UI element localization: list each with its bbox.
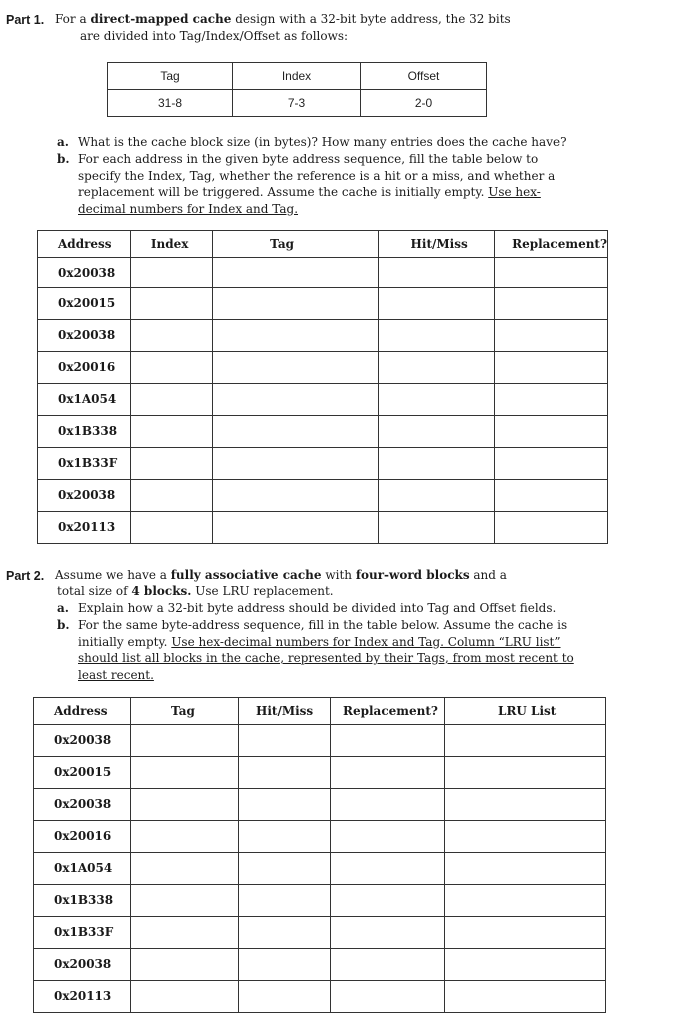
replacement-input-cell[interactable]: [495, 448, 608, 480]
tag-input-cell[interactable]: [131, 757, 239, 789]
part2-question-b-line3: should list all blocks in the cache, represented by their Tags, from most recent to: [78, 651, 574, 665]
lru-list-input-cell[interactable]: [445, 757, 606, 789]
field-bits-tag: 31-8: [108, 90, 233, 117]
address-cell: 0x1A054: [38, 384, 131, 416]
table-row: [38, 288, 608, 320]
tag-input-cell[interactable]: [131, 853, 239, 885]
part2-intro: [55, 567, 507, 584]
table-row: [34, 853, 606, 885]
part2-intro-line2-before: total size of: [57, 584, 128, 598]
replacement-input-cell[interactable]: [495, 416, 608, 448]
tag-input-cell[interactable]: [213, 416, 378, 448]
field-bits-index: 7-3: [233, 90, 361, 117]
part1-question-b-line4: decimal numbers for Index and Tag.: [78, 201, 299, 216]
hitmiss-input-cell[interactable]: [378, 448, 495, 480]
address-cell: 0x1A054: [34, 853, 131, 885]
hitmiss-input-cell[interactable]: [239, 949, 331, 981]
lru-list-input-cell[interactable]: [445, 725, 606, 757]
index-input-cell[interactable]: [130, 352, 212, 384]
part1-col-hitmiss: Hit/Miss: [378, 231, 495, 258]
index-input-cell[interactable]: [130, 258, 212, 288]
lru-list-input-cell[interactable]: [445, 981, 606, 1013]
tag-input-cell[interactable]: [131, 725, 239, 757]
table-row: [38, 384, 608, 416]
address-cell: 0x1B338: [38, 416, 131, 448]
field-header-offset: Offset: [361, 63, 487, 90]
replacement-input-cell[interactable]: [331, 917, 445, 949]
replacement-input-cell[interactable]: [495, 384, 608, 416]
table-row: [34, 821, 606, 853]
hitmiss-input-cell[interactable]: [378, 480, 495, 512]
replacement-input-cell[interactable]: [495, 258, 608, 288]
address-cell: 0x1B338: [34, 885, 131, 917]
replacement-input-cell[interactable]: [495, 512, 608, 544]
index-input-cell[interactable]: [130, 448, 212, 480]
hitmiss-input-cell[interactable]: [378, 512, 495, 544]
hitmiss-input-cell[interactable]: [239, 757, 331, 789]
address-cell: 0x20038: [34, 725, 131, 757]
address-cell: 0x20016: [34, 821, 131, 853]
address-cell: 0x1B33F: [38, 448, 131, 480]
tag-input-cell[interactable]: [131, 821, 239, 853]
part2-col-address: Address: [34, 698, 131, 725]
part1-answer-table: [37, 230, 608, 544]
tag-input-cell[interactable]: [131, 789, 239, 821]
hitmiss-input-cell[interactable]: [239, 917, 331, 949]
hitmiss-input-cell[interactable]: [378, 384, 495, 416]
tag-input-cell[interactable]: [213, 288, 378, 320]
replacement-input-cell[interactable]: [331, 757, 445, 789]
table-row: [34, 789, 606, 821]
table-row: [38, 480, 608, 512]
replacement-input-cell[interactable]: [331, 885, 445, 917]
tag-input-cell[interactable]: [213, 258, 378, 288]
part2-table-header: [34, 698, 606, 725]
part1-question-a: [57, 134, 657, 151]
part2-col-hitmiss: Hit/Miss: [239, 698, 331, 725]
tag-input-cell[interactable]: [131, 917, 239, 949]
table-row: [34, 981, 606, 1013]
part2-intro-line2: [57, 583, 334, 600]
address-fields-table: [107, 62, 487, 117]
part1-intro-after: design with a 32-bit byte address, the 32 bits: [235, 12, 511, 26]
index-input-cell[interactable]: [130, 480, 212, 512]
tag-input-cell[interactable]: [131, 949, 239, 981]
part1-question-b: [57, 151, 657, 221]
fields-bits-row: [108, 90, 487, 117]
replacement-input-cell[interactable]: [495, 480, 608, 512]
part1-col-tag: Tag: [213, 231, 378, 258]
part1-intro-bold: direct-mapped cache: [90, 12, 232, 26]
part2-col-replacement: Replacement?: [331, 698, 445, 725]
index-input-cell[interactable]: [130, 320, 212, 352]
hitmiss-input-cell[interactable]: [378, 416, 495, 448]
address-cell: 0x1B33F: [34, 917, 131, 949]
part2-question-b: [57, 617, 677, 687]
address-cell: 0x20015: [38, 288, 131, 320]
part1-question-a-marker: a.: [57, 135, 69, 149]
hitmiss-input-cell[interactable]: [239, 821, 331, 853]
tag-input-cell[interactable]: [213, 352, 378, 384]
tag-input-cell[interactable]: [131, 885, 239, 917]
field-header-index: Index: [233, 63, 361, 90]
hitmiss-input-cell[interactable]: [378, 258, 495, 288]
replacement-input-cell[interactable]: [331, 821, 445, 853]
part2-question-b-line2: initially empty.: [78, 634, 168, 649]
table-row: [38, 416, 608, 448]
part1-intro-before: For a: [55, 12, 87, 26]
part2-question-b-marker: b.: [57, 618, 70, 632]
replacement-input-cell[interactable]: [331, 853, 445, 885]
table-row: [38, 512, 608, 544]
part1-question-b-line1: For each address in the given byte address sequence, fill the table below to: [78, 152, 539, 166]
tag-input-cell[interactable]: [213, 384, 378, 416]
address-cell: 0x20113: [34, 981, 131, 1013]
table-row: [38, 320, 608, 352]
part2-question-b-line2-underlined: Use hex-decimal numbers for Index and Tag. Column “LRU list”: [171, 634, 561, 649]
part1-intro-line2: are divided into Tag/Index/Offset as follows:: [80, 29, 349, 43]
lru-list-input-cell[interactable]: [445, 885, 606, 917]
table-row: [34, 757, 606, 789]
part1-col-index: Index: [130, 231, 212, 258]
part2-answer-table: [33, 697, 606, 1013]
part2-intro-bold1: fully associative cache: [170, 568, 322, 582]
part2-label: Part 2.: [6, 569, 45, 583]
replacement-input-cell[interactable]: [495, 320, 608, 352]
part2-col-tag: Tag: [131, 698, 239, 725]
part1-question-b-line3: replacement will be triggered. Assume the cache is initially empty.: [78, 185, 485, 199]
table-row: [34, 725, 606, 757]
address-cell: 0x20038: [38, 480, 131, 512]
table-row: [38, 352, 608, 384]
replacement-input-cell[interactable]: [331, 789, 445, 821]
lru-list-input-cell[interactable]: [445, 917, 606, 949]
part1-table-header: [38, 231, 608, 258]
hitmiss-input-cell[interactable]: [239, 885, 331, 917]
address-cell: 0x20113: [38, 512, 131, 544]
address-cell: 0x20015: [34, 757, 131, 789]
hitmiss-input-cell[interactable]: [239, 981, 331, 1013]
index-input-cell[interactable]: [130, 384, 212, 416]
part1-col-replacement: Replacement?: [495, 231, 608, 258]
field-bits-offset: 2-0: [361, 90, 487, 117]
index-input-cell[interactable]: [130, 416, 212, 448]
tag-input-cell[interactable]: [213, 480, 378, 512]
address-cell: 0x20016: [38, 352, 131, 384]
index-input-cell[interactable]: [130, 288, 212, 320]
part2-intro-line2-after: Use LRU replacement.: [195, 584, 334, 598]
part2-intro-line2-bold: 4 blocks.: [131, 584, 192, 598]
part2-intro-bold2: four-word blocks: [355, 568, 470, 582]
replacement-input-cell[interactable]: [495, 288, 608, 320]
part2-intro-before: Assume we have a: [55, 568, 167, 582]
table-row: [34, 885, 606, 917]
lru-list-input-cell[interactable]: [445, 949, 606, 981]
part1-question-b-line2: specify the Index, Tag, whether the reference is a hit or a miss, and whether a: [78, 168, 556, 183]
address-cell: 0x20038: [34, 949, 131, 981]
part2-question-a-marker: a.: [57, 601, 69, 615]
hitmiss-input-cell[interactable]: [378, 352, 495, 384]
part2-question-b-line4: least recent.: [78, 667, 154, 682]
table-row: [34, 917, 606, 949]
replacement-input-cell[interactable]: [331, 725, 445, 757]
replacement-input-cell[interactable]: [331, 981, 445, 1013]
field-header-tag: Tag: [108, 63, 233, 90]
part1-intro: [55, 11, 511, 28]
hitmiss-input-cell[interactable]: [239, 789, 331, 821]
index-input-cell[interactable]: [130, 512, 212, 544]
tag-input-cell[interactable]: [213, 320, 378, 352]
lru-list-input-cell[interactable]: [445, 821, 606, 853]
replacement-input-cell[interactable]: [331, 949, 445, 981]
hitmiss-input-cell[interactable]: [378, 320, 495, 352]
part2-question-b-line1: For the same byte-address sequence, fill in the table below. Assume the cache is: [78, 618, 568, 632]
part2-intro-after: and a: [473, 568, 507, 582]
hitmiss-input-cell[interactable]: [239, 853, 331, 885]
lru-list-input-cell[interactable]: [445, 789, 606, 821]
replacement-input-cell[interactable]: [495, 352, 608, 384]
lru-list-input-cell[interactable]: [445, 853, 606, 885]
part1-label: Part 1.: [6, 13, 45, 27]
part1-col-address: Address: [38, 231, 131, 258]
hitmiss-input-cell[interactable]: [378, 288, 495, 320]
part1-question-b-marker: b.: [57, 152, 70, 166]
table-row: [34, 949, 606, 981]
tag-input-cell[interactable]: [131, 981, 239, 1013]
part2-question-a-text: Explain how a 32-bit byte address should be divided into Tag and Offset fields.: [78, 601, 557, 615]
part2-intro-mid: with: [325, 568, 352, 582]
fields-header-row: [108, 63, 487, 90]
table-row: [38, 258, 608, 288]
tag-input-cell[interactable]: [213, 512, 378, 544]
address-cell: 0x20038: [34, 789, 131, 821]
table-row: [38, 448, 608, 480]
address-cell: 0x20038: [38, 320, 131, 352]
part2-question-a: [57, 600, 677, 617]
tag-input-cell[interactable]: [213, 448, 378, 480]
hitmiss-input-cell[interactable]: [239, 725, 331, 757]
part2-col-lru-list: LRU List: [445, 698, 606, 725]
address-cell: 0x20038: [38, 258, 131, 288]
part1-question-a-text: What is the cache block size (in bytes)? How many entries does the cache have?: [78, 135, 567, 149]
part1-question-b-line3-underlined: Use hex-: [488, 185, 541, 199]
